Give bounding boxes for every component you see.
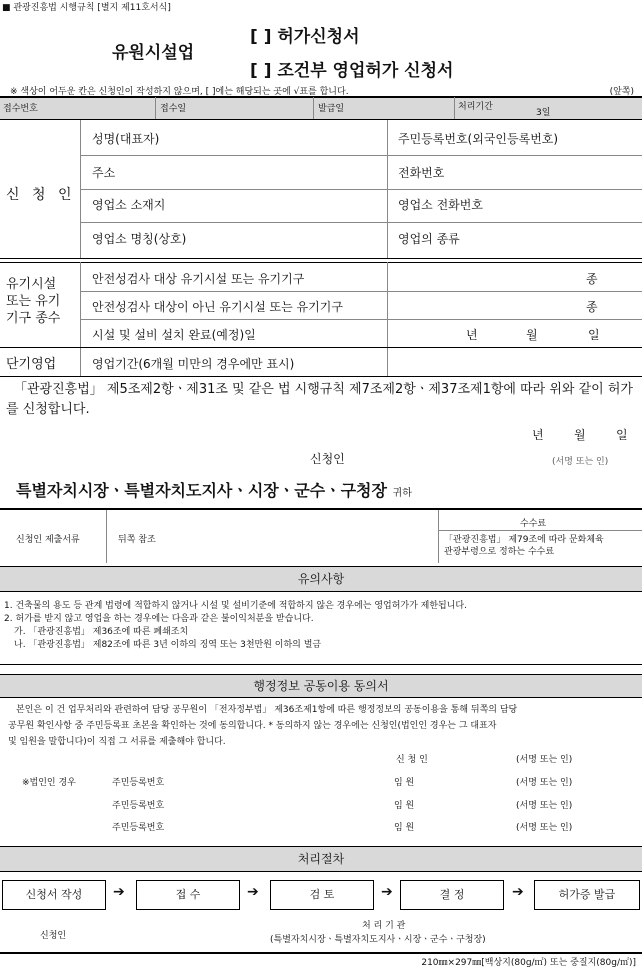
name-field[interactable]: 성명(대표자) xyxy=(92,132,160,146)
form-reference: ■ 관광진흥법 시행규칙 [별지 제11호서식] xyxy=(2,3,171,13)
arrow-right-icon: ➔ xyxy=(381,884,393,900)
officer-sign-1[interactable]: (서명 또는 인) xyxy=(516,778,573,788)
completion-month: 월 xyxy=(526,328,538,342)
form-title-left: 유원시설업 xyxy=(112,43,195,63)
officer-rrn-3[interactable]: 주민등록번호 xyxy=(112,823,165,833)
facilities-section-label: 유기시설 또는 유기 기구 종수 xyxy=(6,277,61,326)
step-application: 신청서 작성 xyxy=(2,880,106,910)
fee-text: 「관광진흥법」 제79조에 따라 문화체육 관광부령으로 정하는 수수료 xyxy=(444,535,604,557)
arrow-right-icon: ➔ xyxy=(512,884,524,900)
note-item-2a: 가. 「관광진흥법」 제36조에 따른 폐쇄조치 xyxy=(14,627,189,637)
notes-list xyxy=(4,600,467,652)
consent-applicant: 신 청 인 xyxy=(396,755,428,765)
short-term-period-field[interactable]: 영업기간(6개월 미만의 경우에만 표시) xyxy=(92,357,295,371)
process-title-bar: 처리절차 xyxy=(0,846,642,872)
process-authority: 처 리 기 관 xyxy=(362,921,406,931)
declaration-signature[interactable]: (서명 또는 인) xyxy=(552,457,609,467)
officer-sign-2[interactable]: (서명 또는 인) xyxy=(516,801,573,811)
declaration-day: 일 xyxy=(616,428,628,442)
applicant-section-label: 신 청 인 xyxy=(6,187,76,203)
office-location-field[interactable]: 영업소 소재지 xyxy=(92,198,166,212)
consent-text: 본인은 이 건 업무처리와 관련하여 담당 공무원이 「전자정부법」 제36조제1항에 따른 행정정보의 공동이용을 통해 뒤쪽의 담당 공무원 확인사항 중 주민등록표 초본을 확인하는 것에 동의합니다. * 동의하지 않는 경우에는 신청인(법인인 경우는 그 대표자 및 임원을 말합니다)이 직접 그 서류를 제출해야 합니다. xyxy=(8,705,518,747)
receipt-number-label: 접수번호 xyxy=(3,104,38,114)
arrow-right-icon: ➔ xyxy=(247,884,259,900)
notes-title-bar: 유의사항 xyxy=(0,566,642,592)
documents-value: 뒤쪽 참조 xyxy=(118,535,156,545)
safety-nontarget-field[interactable]: 안전성검사 대상이 아닌 유기시설 또는 유기기구 xyxy=(92,300,343,314)
consent-title-bar: 행정정보 공동이용 동의서 xyxy=(0,674,642,698)
officer-rrn-2[interactable]: 주민등록번호 xyxy=(112,801,165,811)
declaration-text: 「관광진흥법」 제5조제2항ㆍ제31조 및 같은 법 시행규칙 제7조제2항ㆍ제37조제1항에 따라 위와 같이 허가를 신청합니다. xyxy=(6,382,633,417)
step-decision: 결 정 xyxy=(400,880,504,910)
business-type-field[interactable]: 영업의 종류 xyxy=(398,232,460,246)
officer-sign-3[interactable]: (서명 또는 인) xyxy=(516,823,573,833)
corp-label: ※법인인 경우 xyxy=(22,778,76,788)
declaration-year: 년 xyxy=(532,428,544,442)
note-item-1: 1. 건축물의 용도 등 관계 법령에 적합하지 않거나 시설 및 설비기준에 적합하지 않은 경우에는 영업허가가 제한됩니다. xyxy=(4,601,467,611)
officer-label-3: 임 원 xyxy=(394,823,415,833)
process-applicant: 신청인 xyxy=(40,931,67,941)
form-title-conditional: [ ] 조건부 영업허가 신청서 xyxy=(250,61,454,81)
officer-rrn-1[interactable]: 주민등록번호 xyxy=(112,778,165,788)
rrn-field[interactable]: 주민등록번호(외국인등록번호) xyxy=(398,132,559,146)
consent-applicant-sign[interactable]: (서명 또는 인) xyxy=(516,755,573,765)
completion-day: 일 xyxy=(588,328,600,342)
note-item-2: 2. 허가를 받지 않고 영업을 하는 경우에는 다음과 같은 불이익처분을 받습니다. xyxy=(4,614,314,624)
note-item-2b: 나. 「관광진흥법」 제82조에 따른 3년 이하의 징역 또는 3천만원 이하의 벌금 xyxy=(14,640,322,650)
short-term-section-label: 단기영업 xyxy=(6,357,57,372)
form-title-permit: [ ] 허가신청서 xyxy=(250,27,360,47)
declaration-applicant: 신청인 xyxy=(310,452,345,466)
form-note: ※ 색상이 어두운 칸은 신청인이 작성하지 않으며, [ ]에는 해당되는 곳에 √표를 합니다. xyxy=(10,87,349,97)
receipt-date-label: 접수일 xyxy=(160,104,187,114)
step-issuance: 허가증 발급 xyxy=(534,880,640,910)
processing-period-label: 처리기간 xyxy=(458,102,493,112)
safety-target-unit: 종 xyxy=(586,272,598,286)
page-side: (앞쪽) xyxy=(609,87,634,97)
processing-period-value: 3일 xyxy=(536,108,551,118)
office-name-field[interactable]: 영업소 명칭(상호) xyxy=(92,232,187,246)
declaration-month: 월 xyxy=(574,428,586,442)
safety-nontarget-unit: 종 xyxy=(586,300,598,314)
step-review: 검 토 xyxy=(270,880,374,910)
fee-label: 수수료 xyxy=(520,519,547,529)
issue-date-label: 발급일 xyxy=(318,104,345,114)
officer-label-1: 임 원 xyxy=(394,778,415,788)
safety-target-field[interactable]: 안전성검사 대상 유기시설 또는 유기기구 xyxy=(92,272,305,286)
addressee: 특별자치시장ㆍ특별자치도지사ㆍ시장ㆍ군수ㆍ구청장 귀하 xyxy=(16,481,412,500)
phone-field[interactable]: 전화번호 xyxy=(398,166,445,180)
documents-label: 신청인 제출서류 xyxy=(16,535,80,545)
officer-label-2: 임 원 xyxy=(394,801,415,811)
completion-date-field[interactable]: 시설 및 설비 설치 완료(예정)일 xyxy=(92,328,256,342)
address-field[interactable]: 주소 xyxy=(92,166,116,180)
office-phone-field[interactable]: 영업소 전화번호 xyxy=(398,198,483,212)
paper-spec: 210㎜×297㎜[백상지(80g/㎡) 또는 중질지(80g/㎡)] xyxy=(421,958,636,968)
completion-year: 년 xyxy=(466,328,478,342)
arrow-right-icon: ➔ xyxy=(113,884,125,900)
step-reception: 접 수 xyxy=(136,880,240,910)
process-authority-detail: (특별자치시장ㆍ특별자치도지사ㆍ시장ㆍ군수ㆍ구청장) xyxy=(270,935,486,945)
